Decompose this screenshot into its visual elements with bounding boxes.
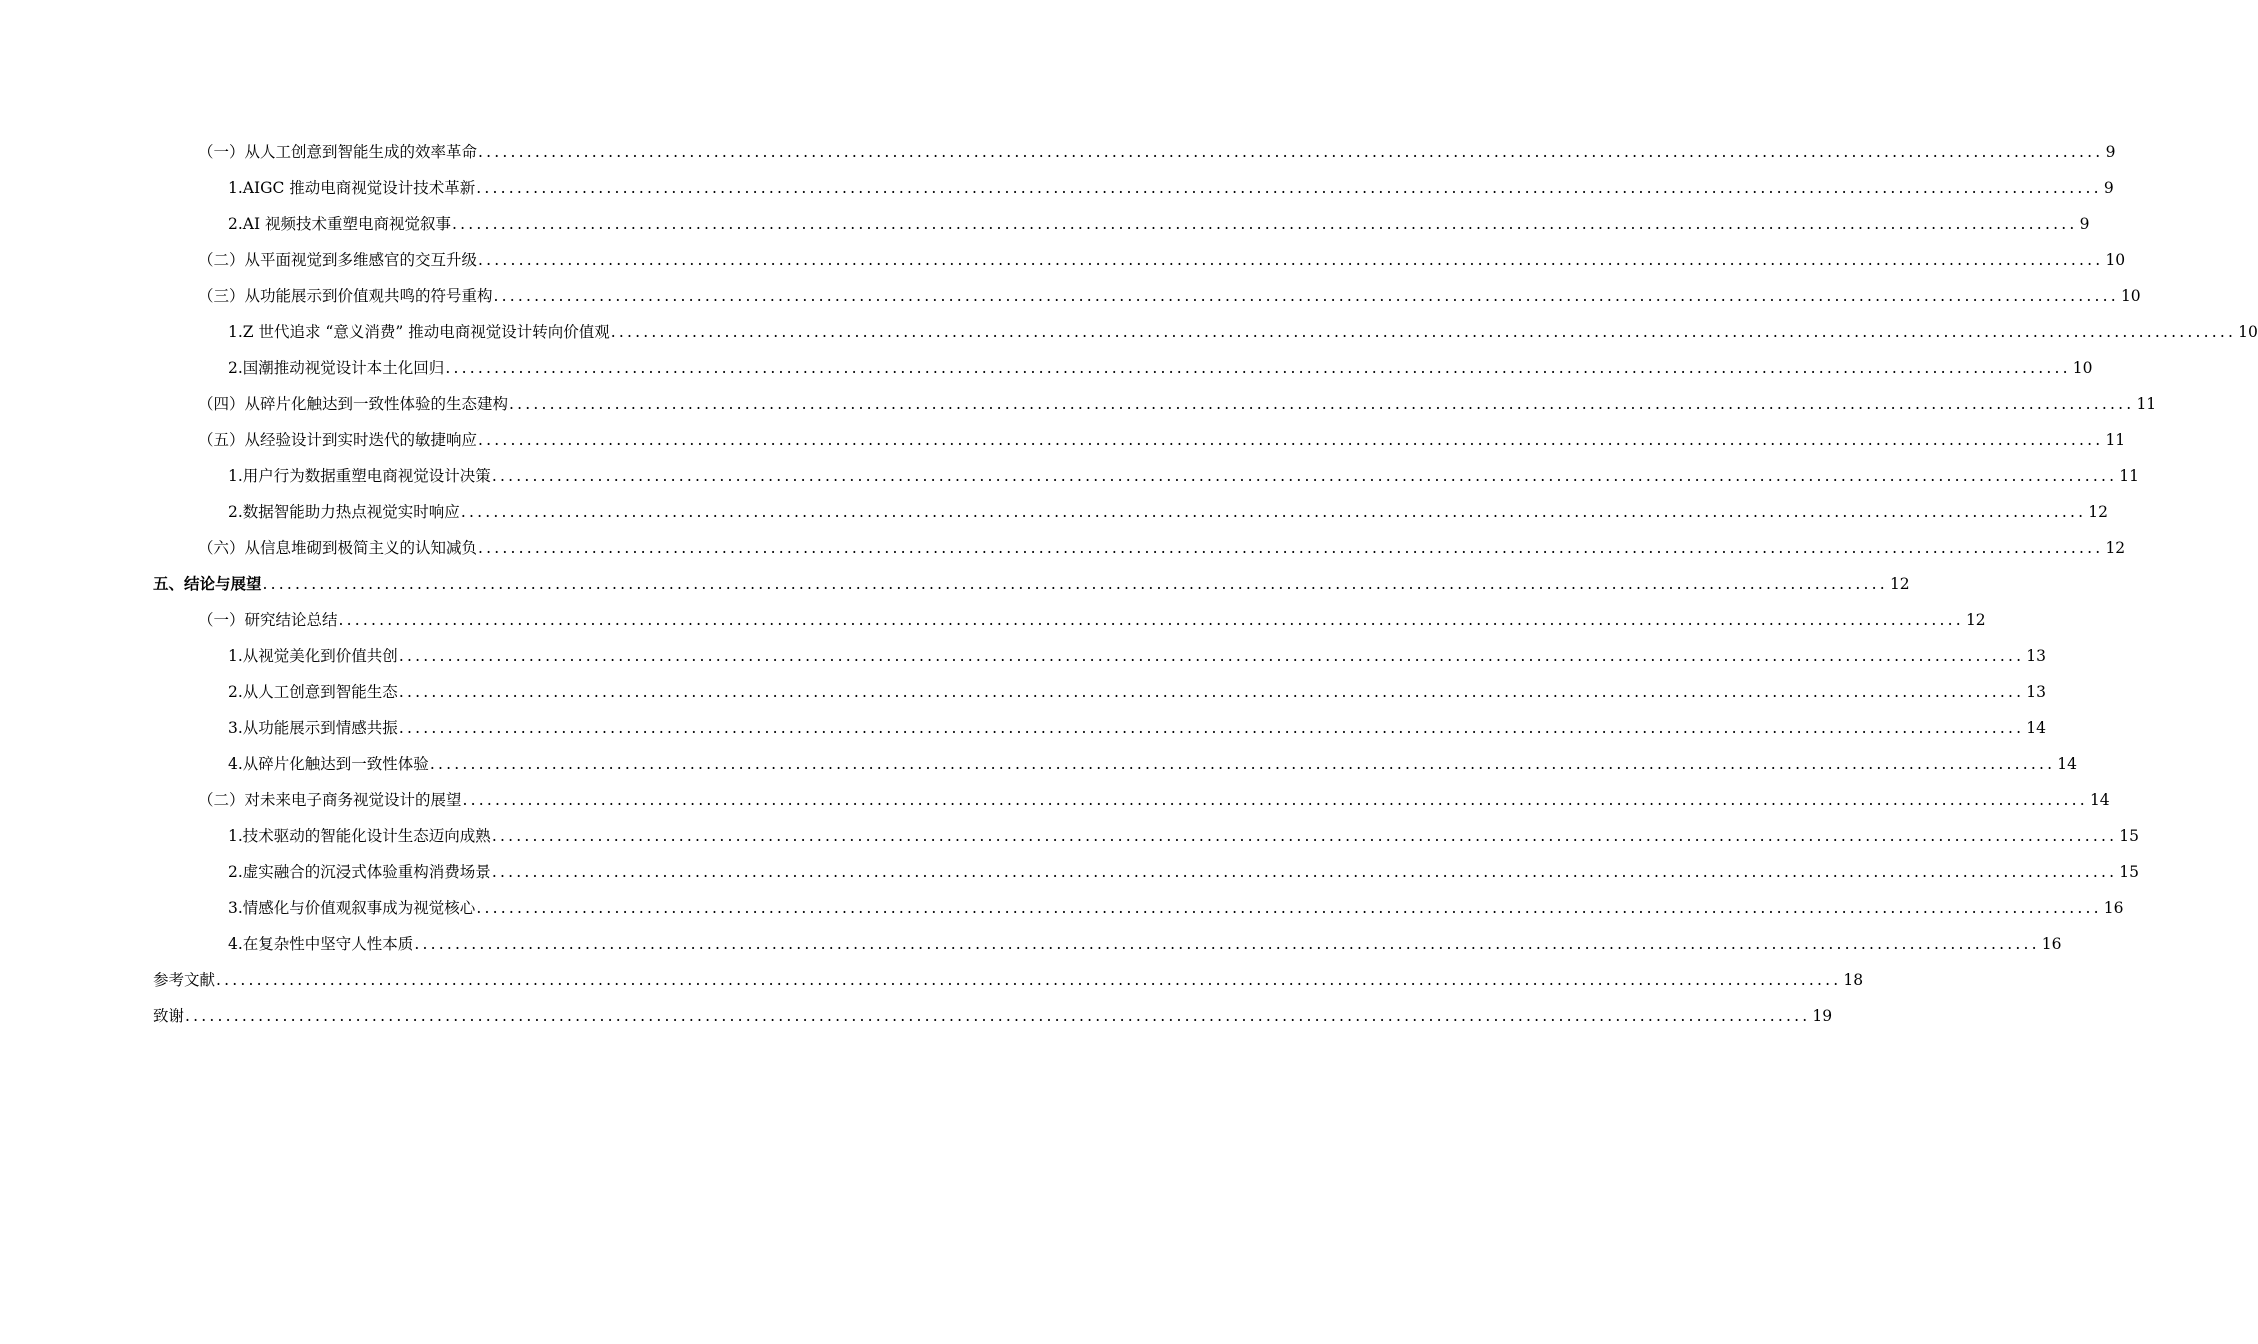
toc-leader-dots: ........................................................................................................................................................................................................ (478, 143, 2104, 161)
toc-entry[interactable] (0, 422, 2126, 458)
toc-page-number: 10 (2238, 323, 2258, 341)
toc-entry[interactable] (0, 746, 2077, 782)
toc-number: 2. (228, 215, 243, 233)
toc-leader-dots: ........................................................................................................................................................................................................ (445, 359, 2071, 377)
toc-entry[interactable] (0, 890, 2124, 926)
toc-title: 从信息堆砌到极简主义的认知减负 (244, 539, 478, 557)
toc-entry[interactable] (0, 170, 2114, 206)
toc-number: 1. (228, 323, 243, 341)
toc-title: 从人工创意到智能生成的效率革命 (244, 143, 478, 161)
toc-page-number: 11 (2105, 431, 2126, 449)
toc-title: 在复杂性中坚守人性本质 (242, 935, 414, 953)
toc-leader-dots: ........................................................................................................................................................................................................ (185, 1007, 1811, 1025)
toc-page-number: 9 (2103, 179, 2114, 197)
toc-title: 从经验设计到实时迭代的敏捷响应 (244, 431, 478, 449)
toc-page-number: 12 (1889, 575, 1910, 593)
toc-leader-dots: ........................................................................................................................................................................................................ (429, 755, 2056, 773)
toc-number: 3. (228, 719, 243, 737)
toc-title: 从功能展示到情感共振 (242, 719, 398, 737)
toc-entry[interactable] (0, 206, 2090, 242)
toc-entry[interactable] (0, 242, 2126, 278)
toc-entry[interactable] (0, 134, 2116, 170)
toc-title: 用户行为数据重塑电商视觉设计决策 (242, 467, 491, 485)
toc-page-number: 12 (2105, 539, 2126, 557)
toc-leader-dots: ........................................................................................................................................................................................................ (476, 179, 2102, 197)
toc-page-number: 13 (2026, 683, 2046, 701)
toc-leader-dots: ........................................................................................................................................................................................................ (478, 251, 2104, 269)
toc-number: （二） (198, 251, 245, 269)
toc-entry[interactable] (0, 638, 2046, 674)
toc-number: （五） (198, 431, 245, 449)
toc-title: 对未来电子商务视觉设计的展望 (244, 791, 462, 809)
toc-leader-dots: ........................................................................................................................................................................................................ (610, 323, 2237, 341)
toc-page-number: 9 (2105, 143, 2116, 161)
toc-page-number: 11 (2136, 395, 2157, 413)
toc-leader-dots: ........................................................................................................................................................................................................ (478, 539, 2104, 557)
toc-leader-dots: ........................................................................................................................................................................................................ (491, 467, 2118, 485)
toc-entry[interactable] (0, 494, 2108, 530)
toc-entry[interactable] (0, 278, 2141, 314)
toc-page-number: 19 (1812, 1007, 1833, 1025)
toc-title: 数据智能助力热点视觉实时响应 (242, 503, 460, 521)
toc-title: 研究结论总结 (244, 611, 338, 629)
toc-page-number: 13 (2026, 647, 2046, 665)
toc-leader-dots: ........................................................................................................................................................................................................ (398, 647, 2025, 665)
toc-leader-dots: ........................................................................................................................................................................................................ (398, 683, 2025, 701)
toc-page-number: 10 (2072, 359, 2093, 377)
toc-leader-dots: ........................................................................................................................................................................................................ (509, 395, 2135, 413)
toc-leader-dots: ........................................................................................................................................................................................................ (398, 719, 2025, 737)
toc-title: AI 视频技术重塑电商视觉叙事 (242, 215, 452, 233)
toc-number: 4. (228, 755, 243, 773)
toc-title: AIGC 推动电商视觉设计技术革新 (242, 179, 476, 197)
toc-entry[interactable] (0, 854, 2139, 890)
toc-leader-dots: ........................................................................................................................................................................................................ (491, 827, 2118, 845)
toc-title: Z 世代追求 “意义消费” 推动电商视觉设计转向价值观 (242, 323, 610, 341)
toc-entry[interactable] (0, 710, 2046, 746)
toc-number: 2. (228, 683, 243, 701)
toc-number: 1. (228, 467, 243, 485)
toc-page-number: 9 (2079, 215, 2090, 233)
toc-acknowledgements-entry[interactable] (0, 998, 1833, 1034)
toc-number: （六） (198, 539, 245, 557)
toc-page-number: 11 (2119, 467, 2139, 485)
toc-number: 3. (228, 899, 243, 917)
toc-chapter-entry[interactable] (0, 566, 1910, 602)
toc-leader-dots: ........................................................................................................................................................................................................ (452, 215, 2078, 233)
toc-references-entry[interactable] (0, 962, 1864, 998)
toc-title: 技术驱动的智能化设计生态迈向成熟 (242, 827, 491, 845)
toc-entry[interactable] (0, 530, 2126, 566)
toc-leader-dots: ........................................................................................................................................................................................................ (262, 575, 1888, 593)
toc-title: 结论与展望 (184, 574, 262, 593)
toc-entry[interactable] (0, 386, 2157, 422)
toc-leader-dots: ........................................................................................................................................................................................................ (491, 863, 2118, 881)
toc-number: 五、 (153, 574, 185, 593)
toc-title: 从视觉美化到价值共创 (242, 647, 398, 665)
toc-title: 从碎片化触达到一致性体验 (242, 755, 429, 773)
toc-title: 从人工创意到智能生态 (242, 683, 398, 701)
toc-page-number: 16 (2041, 935, 2062, 953)
toc-number: 1. (228, 647, 243, 665)
toc-page-number: 10 (2120, 287, 2141, 305)
toc-leader-dots: ........................................................................................................................................................................................................ (478, 431, 2104, 449)
toc-number: 4. (228, 935, 243, 953)
toc-entry[interactable] (0, 458, 2139, 494)
toc-page-number: 14 (2089, 791, 2110, 809)
toc-page-number: 16 (2103, 899, 2124, 917)
toc-page-number: 14 (2057, 755, 2077, 773)
toc-entry[interactable] (0, 926, 2062, 962)
toc-title: 国潮推动视觉设计本土化回归 (242, 359, 445, 377)
toc-entry[interactable] (0, 674, 2046, 710)
toc-page-number: 12 (2088, 503, 2108, 521)
toc-number: （一） (198, 611, 245, 629)
toc-leader-dots: ........................................................................................................................................................................................................ (493, 287, 2119, 305)
toc-page-number: 14 (2026, 719, 2046, 737)
toc-title: 致谢 (153, 1007, 185, 1025)
toc-entry[interactable] (0, 782, 2110, 818)
toc-entry[interactable] (0, 602, 1986, 638)
toc-page-number: 15 (2119, 827, 2139, 845)
toc-leader-dots: ........................................................................................................................................................................................................ (414, 935, 2040, 953)
toc-title: 参考文献 (153, 971, 216, 989)
toc-title: 从碎片化触达到一致性体验的生态建构 (244, 395, 509, 413)
toc-number: （二） (198, 791, 245, 809)
toc-entry[interactable] (0, 350, 2093, 386)
toc-page-number: 15 (2119, 863, 2139, 881)
toc-leader-dots: ........................................................................................................................................................................................................ (476, 899, 2102, 917)
toc-leader-dots: ........................................................................................................................................................................................................ (216, 971, 1842, 989)
toc-title: 从功能展示到价值观共鸣的符号重构 (244, 287, 493, 305)
toc-number: 1. (228, 179, 243, 197)
toc-title: 从平面视觉到多维感官的交互升级 (244, 251, 478, 269)
toc-leader-dots: ........................................................................................................................................................................................................ (338, 611, 1964, 629)
toc-leader-dots: ........................................................................................................................................................................................................ (462, 791, 2088, 809)
toc-leader-dots: ........................................................................................................................................................................................................ (460, 503, 2087, 521)
toc-number: （四） (198, 395, 245, 413)
toc-title: 虚实融合的沉浸式体验重构消费场景 (242, 863, 491, 881)
toc-page-number: 10 (2105, 251, 2126, 269)
toc-entry[interactable] (0, 818, 2139, 854)
toc-number: 2. (228, 359, 243, 377)
table-of-contents (0, 134, 2258, 1034)
toc-entry[interactable] (0, 314, 2258, 350)
toc-number: 2. (228, 503, 243, 521)
toc-number: （三） (198, 287, 245, 305)
toc-number: （一） (198, 143, 245, 161)
toc-page-number: 18 (1843, 971, 1864, 989)
toc-number: 1. (228, 827, 243, 845)
toc-page-number: 12 (1965, 611, 1986, 629)
toc-number: 2. (228, 863, 243, 881)
toc-title: 情感化与价值观叙事成为视觉核心 (242, 899, 476, 917)
